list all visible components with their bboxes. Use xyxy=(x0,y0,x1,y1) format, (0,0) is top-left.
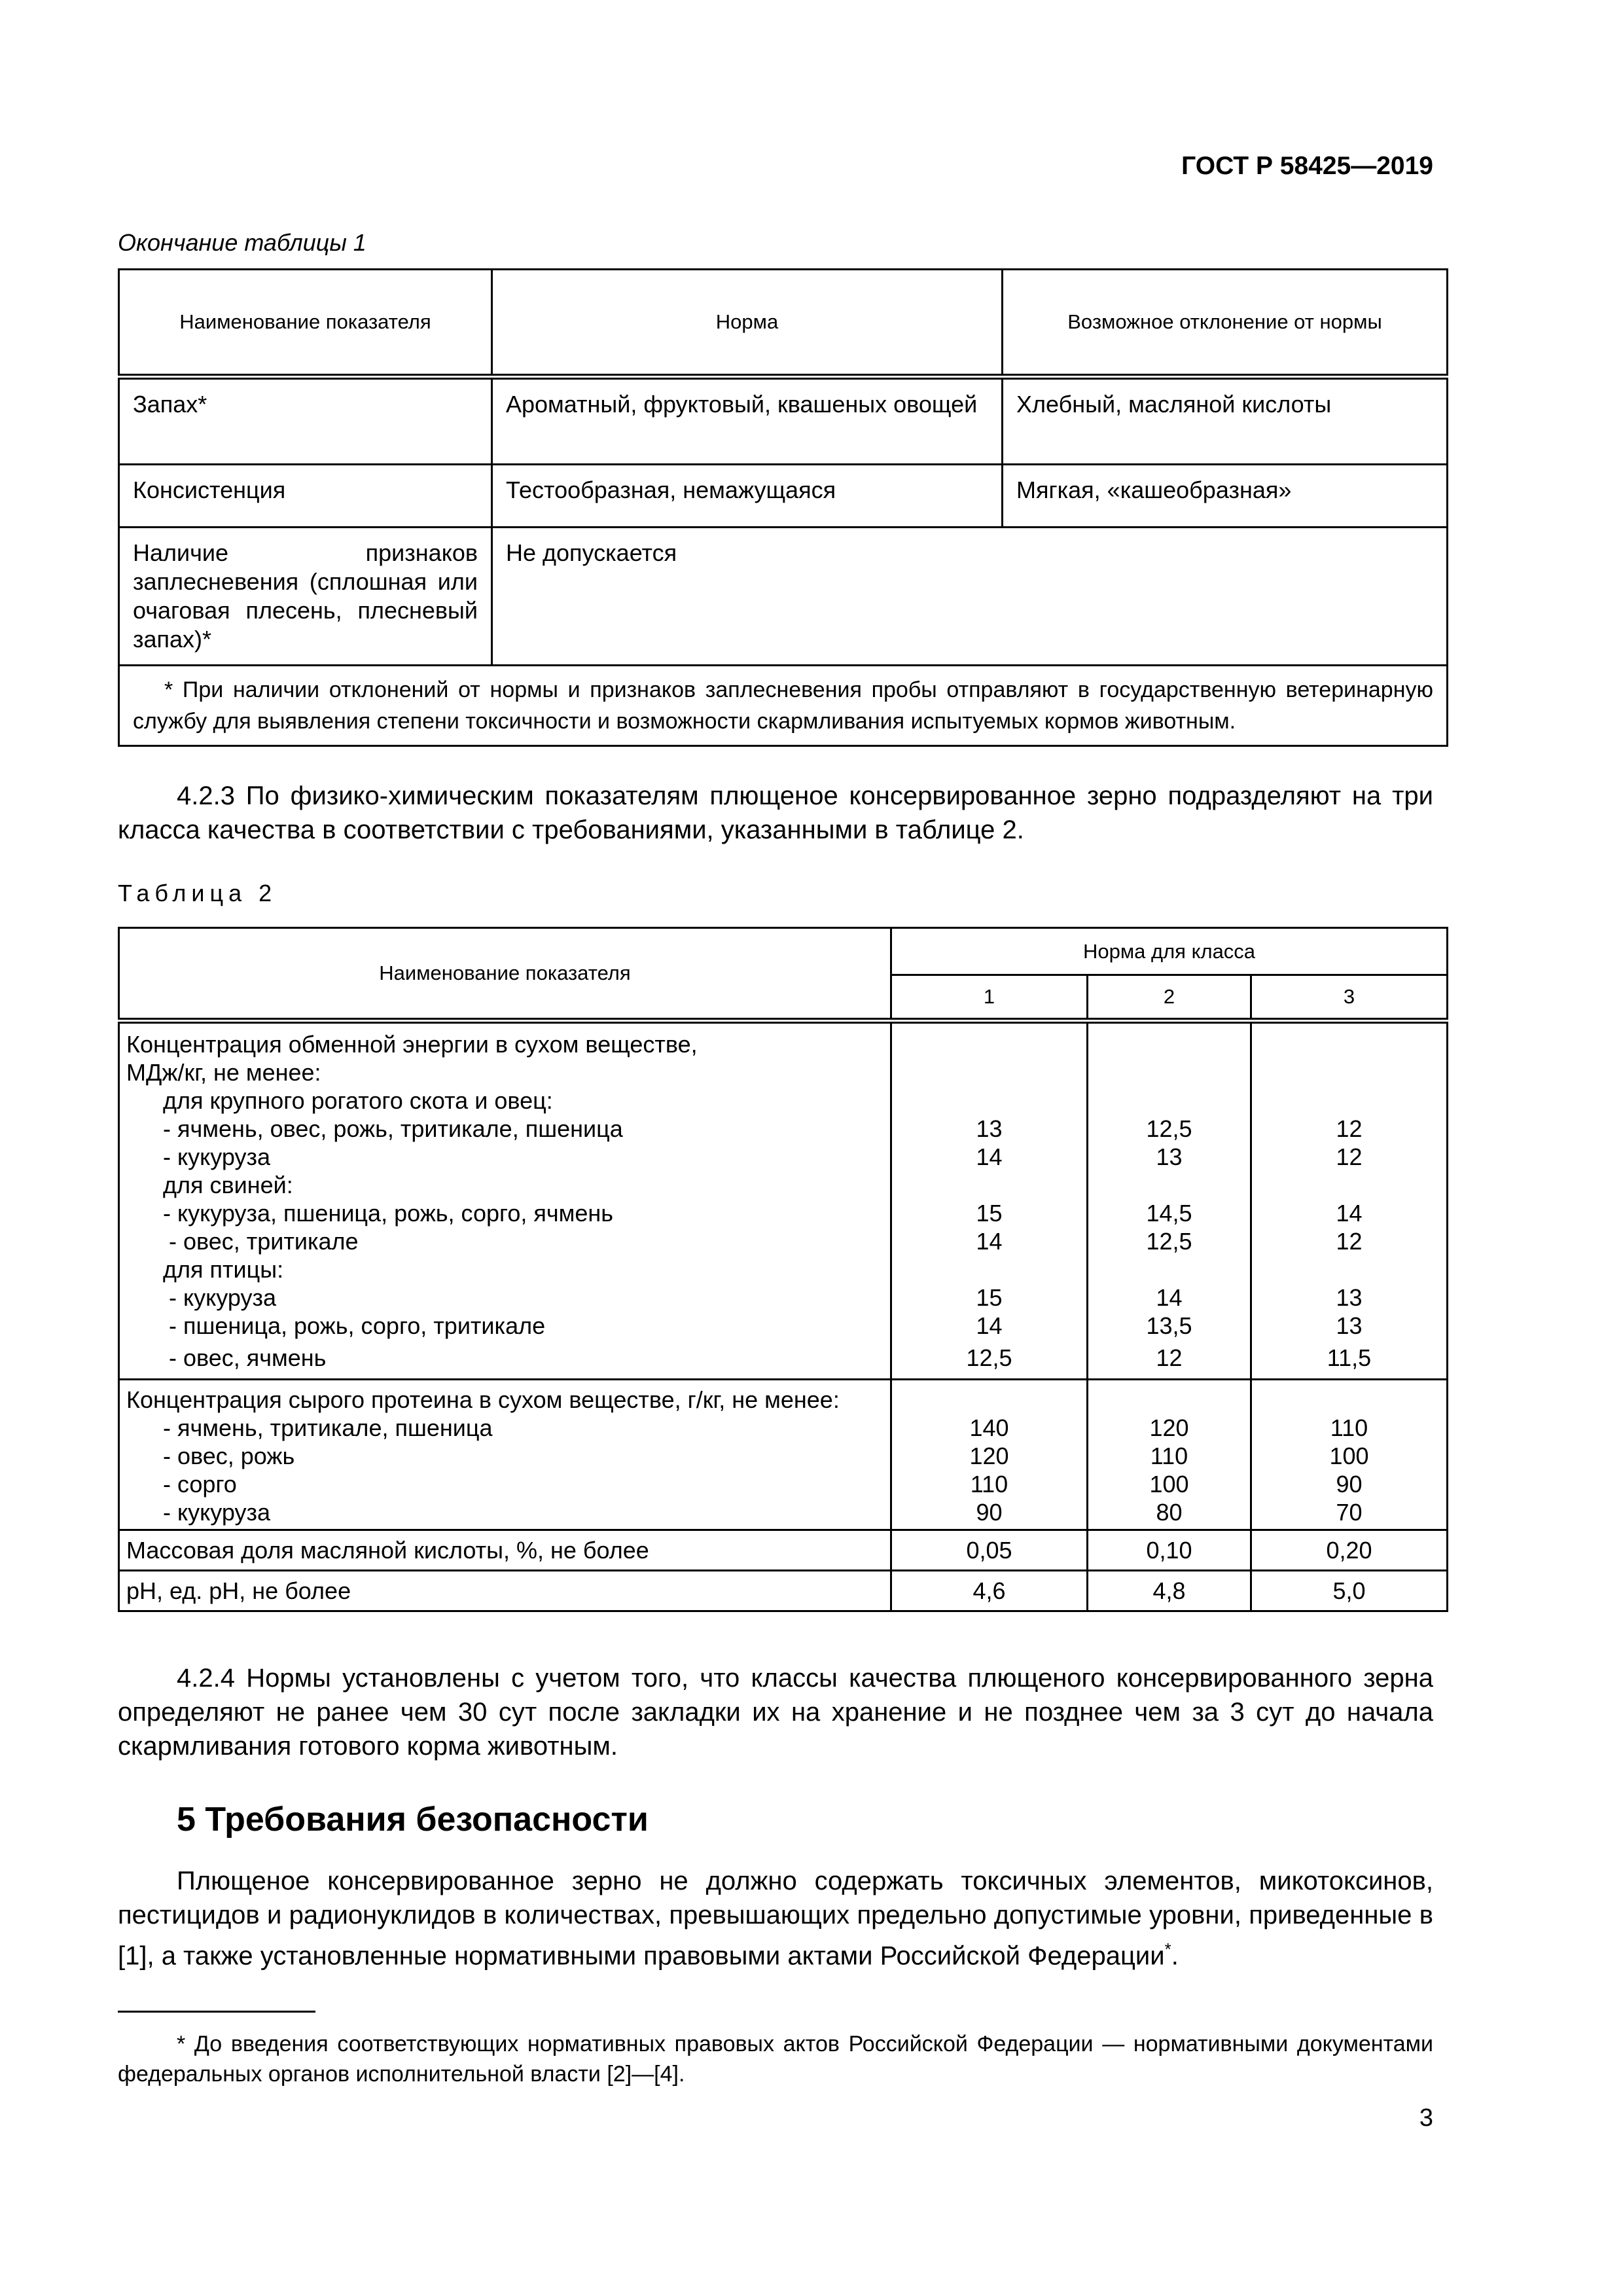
period: . xyxy=(1171,1941,1179,1971)
list-item: Концентрация обменной энергии в сухом веществе, xyxy=(126,1031,698,1058)
table1-header-row xyxy=(119,270,1448,377)
footnote-text: * До введения соответствующих нормативных правовых актов Российской Федерации — нормативными документами федеральных органов исполнительной власти [2]—[4]. xyxy=(118,2032,1433,2087)
value-cell: 14 xyxy=(1156,1284,1183,1311)
table2-caption: Таблица 2 xyxy=(118,880,277,906)
value-cell xyxy=(899,1255,1080,1283)
value-cell: 110 xyxy=(1330,1414,1368,1441)
value-cell xyxy=(1258,1058,1440,1086)
value-cell xyxy=(899,1030,1080,1058)
value-cell: 5,0 xyxy=(1251,1571,1448,1611)
value-cell: 14 xyxy=(976,1312,1003,1339)
section-5-title: 5 Требования безопасности xyxy=(177,1801,649,1839)
energy-class-1 xyxy=(891,1021,1088,1380)
cell-deviation: Хлебный, масляной кислоты xyxy=(1003,377,1448,465)
value-cell: 80 xyxy=(1156,1499,1183,1526)
value-cell: 12 xyxy=(1336,1228,1363,1255)
value-cell: 4,6 xyxy=(891,1571,1088,1611)
table2 xyxy=(118,927,1448,1612)
value-cell xyxy=(1095,1171,1243,1199)
table-row xyxy=(119,1571,1448,1611)
value-cell xyxy=(899,1086,1080,1115)
table2-norm-group: Норма для класса xyxy=(891,928,1448,975)
paragraph-4-2-3 xyxy=(118,779,1433,847)
footnote xyxy=(118,2029,1433,2089)
table2-header-row xyxy=(119,928,1448,975)
value-cell: 12,5 xyxy=(1146,1115,1192,1142)
value-cell: 13,5 xyxy=(1146,1312,1192,1339)
protein-class-1 xyxy=(891,1380,1088,1530)
cell-deviation: Мягкая, «кашеобразная» xyxy=(1003,465,1448,528)
table2-col-name: Наименование показателя xyxy=(119,928,891,1021)
value-cell: 4,8 xyxy=(1088,1571,1251,1611)
paragraph-4-2-3-text: 4.2.3 По физико-химическим показателям плющеное консервированное зерно подразделяют на три класса качества в соответствии с требованиями, указанными в таблице 2. xyxy=(118,781,1433,844)
list-item: - кукуруза xyxy=(163,1143,271,1170)
list-item: для птицы: xyxy=(163,1256,284,1283)
table1-caption: Окончание таблицы 1 xyxy=(118,229,366,256)
value-cell: 12 xyxy=(1156,1344,1183,1371)
list-item: для свиней: xyxy=(163,1172,293,1198)
value-cell xyxy=(1095,1058,1243,1086)
value-cell xyxy=(1258,1171,1440,1199)
table2-protein-block xyxy=(119,1380,1448,1530)
value-cell: 90 xyxy=(976,1499,1003,1526)
list-item: - ячмень, тритикале, пшеница xyxy=(163,1414,493,1441)
energy-names xyxy=(119,1021,891,1380)
value-cell xyxy=(899,1386,1080,1414)
energy-class-3 xyxy=(1251,1021,1448,1380)
table1-note-text: * При наличии отклонений от нормы и признаков заплесневения пробы отправляют в государственную ветеринарную службу для выявления степени токсичности и возможности скармливания испытуемых кормов животным. xyxy=(133,677,1433,734)
value-cell xyxy=(1258,1386,1440,1414)
value-cell: 12 xyxy=(1336,1143,1363,1170)
cell-name: Запах* xyxy=(119,377,492,465)
value-cell: 11,5 xyxy=(1327,1344,1372,1371)
section-5-text xyxy=(118,1864,1433,1973)
energy-class-2 xyxy=(1088,1021,1251,1380)
list-item: - ячмень, овес, рожь, тритикале, пшеница xyxy=(163,1115,623,1142)
list-item: - овес, ячмень xyxy=(169,1344,327,1371)
list-item: - овес, тритикале xyxy=(169,1228,359,1255)
table2-class-3: 3 xyxy=(1251,975,1448,1021)
protein-class-3 xyxy=(1251,1380,1448,1530)
value-cell xyxy=(1095,1386,1243,1414)
value-cell: 13 xyxy=(1336,1312,1363,1339)
list-item: для крупного рогатого скота и овец: xyxy=(163,1087,553,1114)
value-cell: 140 xyxy=(969,1414,1009,1441)
value-cell: 0,10 xyxy=(1088,1530,1251,1571)
cell-norm: Тестообразная, немажущаяся xyxy=(492,465,1003,528)
value-cell xyxy=(1095,1255,1243,1283)
value-cell: 14,5 xyxy=(1146,1200,1192,1227)
table1-col-norm: Норма xyxy=(492,270,1003,377)
table2-class-1: 1 xyxy=(891,975,1088,1021)
table1-col-name: Наименование показателя xyxy=(119,270,492,377)
standard-designation: ГОСТ Р 58425—2019 xyxy=(1181,152,1433,180)
value-cell: 13 xyxy=(1156,1143,1183,1170)
cell-norm: Ароматный, фруктовый, квашеных овощей xyxy=(492,377,1003,465)
protein-class-2 xyxy=(1088,1380,1251,1530)
table-row xyxy=(119,465,1448,528)
table-row xyxy=(119,377,1448,465)
table1-col-deviation: Возможное отклонение от нормы xyxy=(1003,270,1448,377)
table1-note xyxy=(119,666,1448,746)
value-cell xyxy=(1258,1086,1440,1115)
value-cell: 15 xyxy=(976,1200,1003,1227)
table2-class-2: 2 xyxy=(1088,975,1251,1021)
value-cell xyxy=(1095,1030,1243,1058)
list-item: - кукуруза xyxy=(163,1499,271,1526)
value-cell: 13 xyxy=(976,1115,1003,1142)
table1 xyxy=(118,268,1448,747)
value-cell: 14 xyxy=(976,1228,1003,1255)
list-item: Концентрация сырого протеина в сухом веществе, г/кг, не менее: xyxy=(126,1386,840,1413)
cell-name: Массовая доля масляной кислоты, %, не более xyxy=(119,1530,891,1571)
value-cell: 120 xyxy=(1149,1414,1189,1441)
value-cell: 12,5 xyxy=(1146,1228,1192,1255)
table1-note-row xyxy=(119,666,1448,746)
footnote-divider xyxy=(118,2011,315,2013)
list-item: - кукуруза xyxy=(169,1284,277,1311)
value-cell: 90 xyxy=(1336,1471,1363,1498)
cell-norm: Не допускается xyxy=(492,528,1448,666)
list-item: - кукуруза, пшеница, рожь, сорго, ячмень xyxy=(163,1200,614,1227)
value-cell: 0,20 xyxy=(1251,1530,1448,1571)
table-row xyxy=(119,528,1448,666)
value-cell: 100 xyxy=(1329,1443,1369,1469)
value-cell xyxy=(899,1171,1080,1199)
cell-name: Наличие признаков заплесневения (сплошная или очаговая плесень, плесневый запах)* xyxy=(119,528,492,666)
protein-names xyxy=(119,1380,891,1530)
value-cell: 14 xyxy=(1336,1200,1363,1227)
list-item: - сорго xyxy=(163,1471,237,1498)
paragraph-4-2-4-text: 4.2.4 Нормы установлены с учетом того, что классы качества плющеного консервированного зерна определяют не ранее чем 30 сут после закладки их на хранение и не позднее чем за 3 сут до начала скармливания готового корма животным. xyxy=(118,1664,1433,1761)
value-cell: 110 xyxy=(970,1471,1008,1498)
value-cell xyxy=(1258,1255,1440,1283)
cell-name: Консистенция xyxy=(119,465,492,528)
cell-name: pH, ед. pH, не более xyxy=(119,1571,891,1611)
value-cell: 12 xyxy=(1336,1115,1363,1142)
footnote-mark: * xyxy=(1164,1939,1171,1959)
value-cell: 120 xyxy=(969,1443,1009,1469)
value-cell: 0,05 xyxy=(891,1530,1088,1571)
list-item: - пшеница, рожь, сорго, тритикале xyxy=(169,1312,546,1339)
value-cell: 13 xyxy=(1336,1284,1363,1311)
value-cell xyxy=(1095,1086,1243,1115)
value-cell: 14 xyxy=(976,1143,1003,1170)
value-cell: 70 xyxy=(1336,1499,1363,1526)
value-cell: 110 xyxy=(1150,1443,1188,1469)
table2-energy-block xyxy=(119,1021,1448,1380)
section-5-text-body: Плющеное консервированное зерно не должно содержать токсичных элементов, микотоксинов, пестицидов и радионуклидов в количествах, превышающих предельно допустимые уровни, приведенные в [1], а также установленные нормативными правовыми актами Российской Федерации xyxy=(118,1867,1433,1971)
page-number: 3 xyxy=(1419,2104,1433,2132)
list-item: МДж/кг, не менее: xyxy=(126,1059,321,1086)
value-cell: 100 xyxy=(1149,1471,1189,1498)
value-cell: 12,5 xyxy=(966,1344,1012,1371)
table-row xyxy=(119,1530,1448,1571)
value-cell xyxy=(899,1058,1080,1086)
value-cell xyxy=(1258,1030,1440,1058)
value-cell: 15 xyxy=(976,1284,1003,1311)
paragraph-4-2-4 xyxy=(118,1661,1433,1763)
list-item: - овес, рожь xyxy=(163,1443,295,1469)
